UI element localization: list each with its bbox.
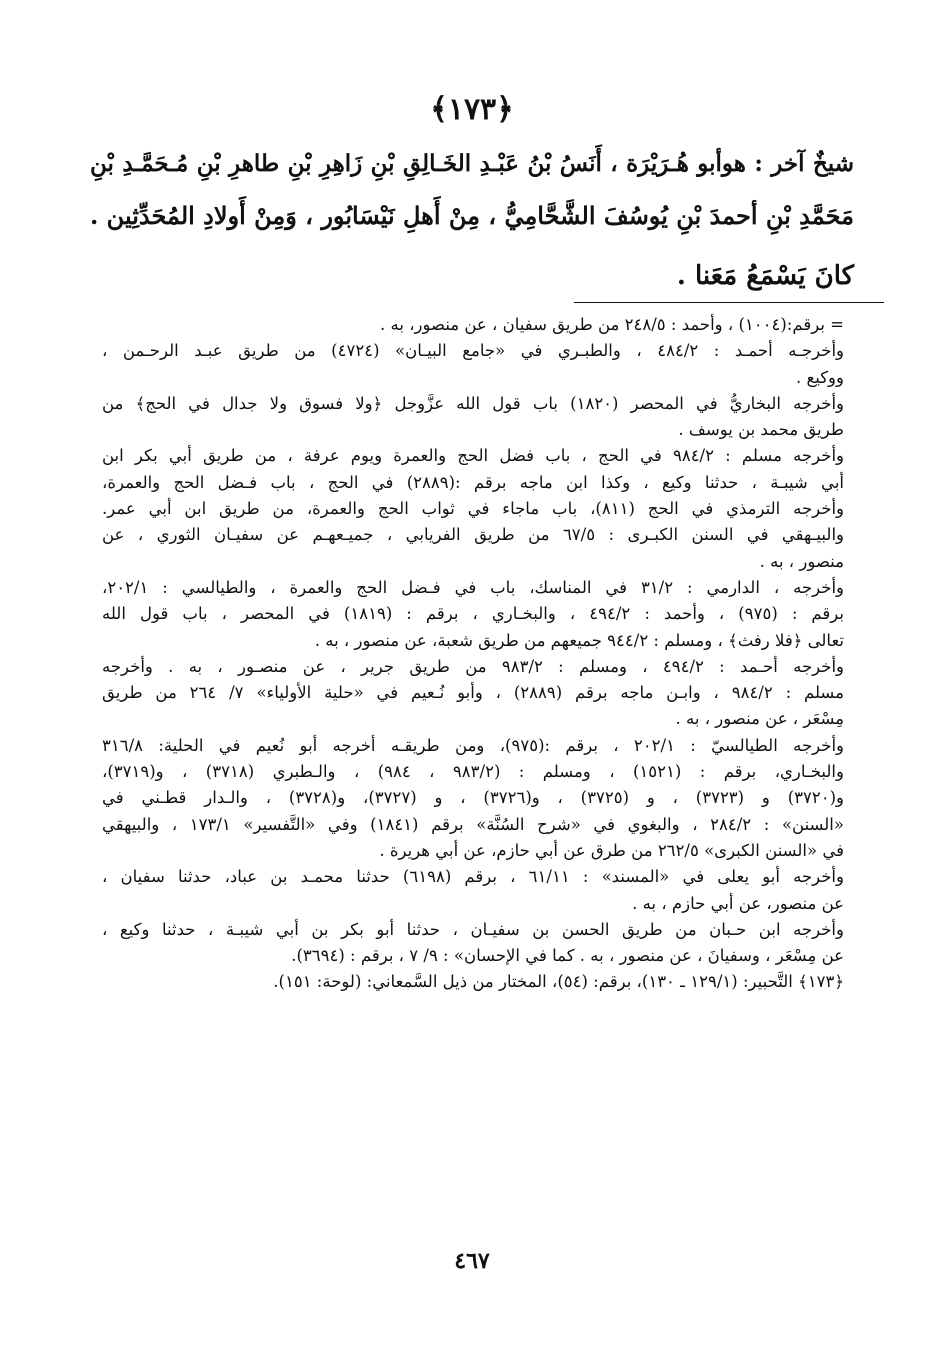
footnote-separator bbox=[574, 302, 884, 303]
footnote-line: وأخرجه ابن حـبان من طريق الحسن بن سفيـان ، حدثنا أبو بكر بن أبي شيبـة ، حدثنا وكيع ، bbox=[102, 919, 844, 939]
footnote-line: = برقم:(١٠٠٤) ، وأحمد : ٢٤٨/٥ من طريق سفيان ، عن منصور، به . bbox=[380, 315, 844, 334]
footnote-line: «السنن» : ٢٨٤/٢ ، والبغوي في «شرح السُنَّة» برقم (١٨٤١) وفي «التَّفسير» ١٧٣/١ ، والبيهقي bbox=[102, 814, 844, 834]
footnote-line: عن مِسْعَر ، وسفيانَ ، عن منصور ، به . كما في الإحسان» : ٩/ ٧ ، برقم : (٣٦٩٤). bbox=[291, 946, 844, 966]
footnote-line: وأخرجه أحـمد : ٤٩٤/٢ ، ومسلم : ٩٨٣/٢ من طريق جرير ، عن منصـور ، به . وأخرجه bbox=[102, 656, 844, 676]
footnote-line: وأخرجـه أحمـد : ٤٨٤/٢ ، والطبـري في «جامع البيـان» (٤٧٢٤) من طريق عبـد الرحـمن ، bbox=[102, 341, 844, 361]
footnote-line: مسلم : ٩٨٤/٢ ، وابـن ماجه برقم (٢٨٨٩) ، وأبو نُـعيم في «حلية الأولياء» ٧/ ٢٦٤ من طريق bbox=[102, 683, 844, 703]
main-text bbox=[90, 138, 854, 302]
main-text-line: شيخٌ آخر : هوأبو هُـرَيْرَة ، أَنَسُ بْنُ عَبْـدِ الخَـالِقِ بْنِ زَاهِرِ بْنِ طاهرِ بْنِ مُـحَمَّـدِ بْنِ bbox=[90, 150, 854, 177]
main-text-line: كانَ يَسْمَعُ مَعَنا . bbox=[676, 261, 854, 291]
footnote-line: منصور ، به . bbox=[759, 551, 844, 571]
footnote-line: تعالى ﴿فلا رفث﴾ ، ومسلم : ٩٤٤/٢ جميعهم من طريق شعبة، عن منصور ، به . bbox=[314, 630, 844, 650]
footnote-line: مِسْعَر ، عن منصور ، به . bbox=[675, 709, 844, 729]
footnote-line: أبي شيبـة ، حدثنا وكيع ، وكذا ابن ماجه برقم :(٢٨٨٩) في الحج ، باب فـضل الحج والعمرة، bbox=[102, 472, 844, 492]
footnote-line: والبخـاري، برقم : (١٥٢١) ، ومسلم : (٩٨٣/٢ ، ٩٨٤) ، والـطبري (٣٧١٨) ، و(٣٧١٩)، bbox=[102, 762, 844, 782]
footnotes bbox=[102, 312, 844, 996]
footnote-line: وأخرجه ، الدارمي : ٣١/٢ في المناسك، باب في فـضل الحج والعمرة ، والطيالسي : ٢٠٢/١، bbox=[102, 577, 844, 597]
footnote-line: و(٣٧٢٠) و (٣٧٢٣) ، و (٣٧٢٥) ، و(٣٧٢٦) ، و (٣٧٢٧)، و(٣٧٢٨) ، والـدار قطـني في bbox=[102, 788, 844, 808]
footnote-line: والبيـهقي في السنن الكبـرى : ٦٧/٥ من طريق الفريابي ، جميـعهـم عن سفيـان الثوري ، عن bbox=[102, 525, 844, 545]
footnote-line: وأخرجه أبو يعلى في «المسند» : ٦١/١١ ، برقم (٦١٩٨) حدثنا محمـد بن عباد، حدثنا سفيان ، bbox=[102, 867, 844, 887]
main-text-line: مَحَمَّدِ بْنِ أحمدَ بْنِ يُوسُفَ الشَّحَّامِيُّ ، مِنْ أَهلِ نَيْسَابُور ، وَمِنْ أَولادِ المُحَدِّثِين . bbox=[89, 201, 854, 230]
footnote-line: وأخرجه البخاريُّ في المحصر (١٨٢٠) باب قول الله عزَّوجل ﴿ولا فسوق ولا جدال في الحج﴾ من bbox=[102, 393, 844, 413]
footnote-line: عن منصور، عن أبي حازم ، به . bbox=[632, 893, 844, 913]
footnote-line: برقم : (٩٧٥) ، وأحمد : ٤٩٤/٢ ، والبخـاري ، برقم : (١٨١٩) في المحصر ، باب قول الله bbox=[102, 604, 844, 624]
footnote-line: وأخرجه الترمذي في الحج (٨١١)، باب ماجاء في ثواب الحج والعمرة، من طريق ابن أبي عمر. bbox=[102, 499, 844, 519]
footnote-line: وأخرجه الطيالسيّ : ٢٠٢/١ ، برقم :(٩٧٥)، ومن طريقـه أخرجه أبو نُعيم في الحلية: ٣١٦/٨ bbox=[102, 735, 844, 755]
footnote-line: في «السنن الكبرى» ٢٦٢/٥ من طرق عن أبي حازم، عن أبي هريرة . bbox=[379, 840, 844, 860]
footnote-line: وأخرجه مسلم : ٩٨٤/٢ في الحج ، باب فضل الحج والعمرة ويوم عرفة ، من طريق أبي بكر ابن bbox=[102, 446, 844, 466]
footnote-line: ﴿١٧٣﴾ التَّحبير: (١٢٩/١ ـ ١٣٠)، برقم: (٥٤)، المختار من ذيل السَّمعاني: (لوحة: ١٥١). bbox=[273, 972, 844, 992]
footnote-line: ووكيع . bbox=[795, 367, 844, 387]
page-number: ٤٦٧ bbox=[454, 1248, 490, 1274]
footnote-line: طريق محمد بن يوسف . bbox=[678, 420, 844, 440]
entry-number: ﴿١٧٣﴾ bbox=[430, 92, 514, 127]
